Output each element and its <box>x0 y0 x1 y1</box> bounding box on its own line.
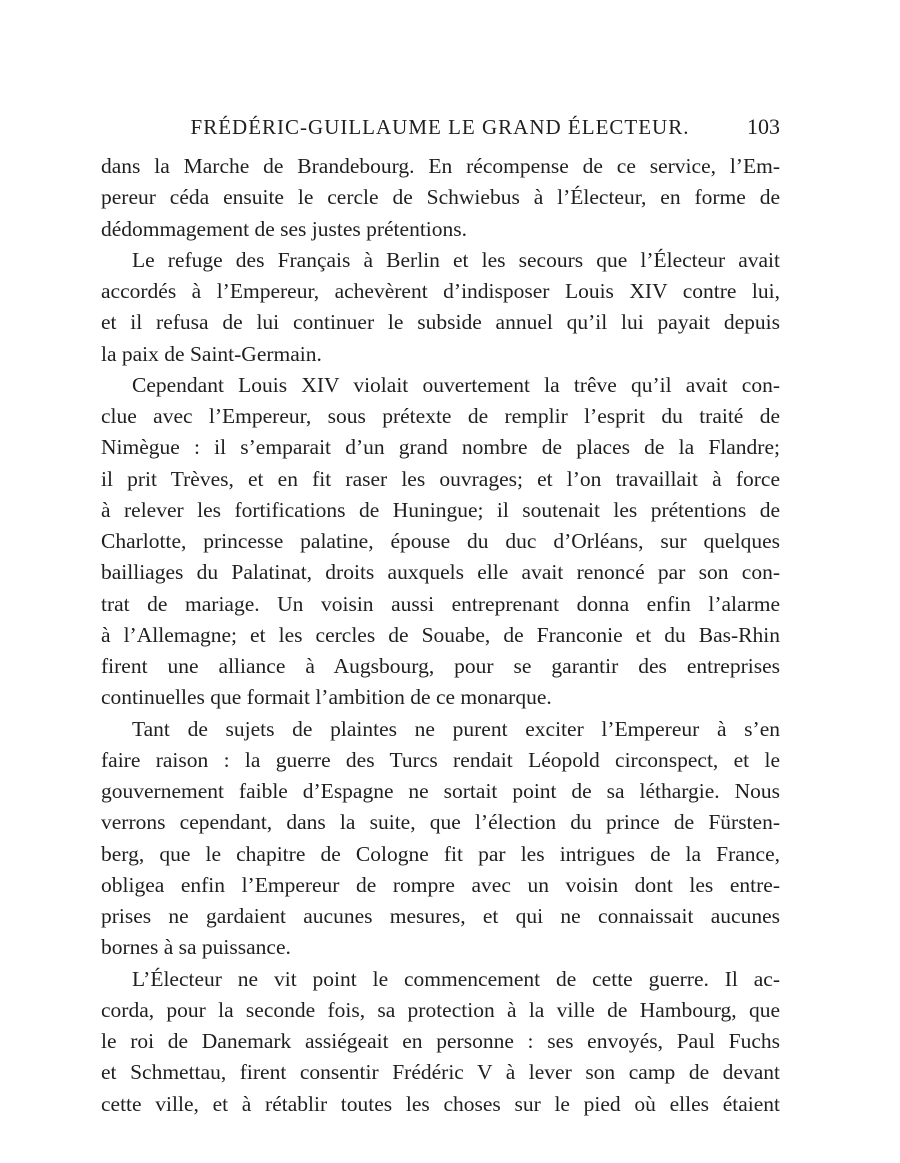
text-line: dans la Marche de Brandebourg. En récompense de ce service, l’Em- <box>101 154 780 178</box>
text-line: et il refusa de lui continuer le subside annuel qu’il lui payait depuis <box>101 310 780 335</box>
text-line: et Schmettau, firent consentir Frédéric V à lever son camp de devant <box>101 1060 780 1085</box>
text-line: pereur céda ensuite le cercle de Schwiebus à l’Électeur, en forme de <box>101 185 780 210</box>
text-line: verrons cependant, dans la suite, que l’élection du prince de Fürsten- <box>101 810 780 835</box>
body-text <box>101 151 780 1120</box>
text-line: trat de mariage. Un voisin aussi entreprenant donna enfin l’alarme <box>101 591 780 616</box>
text-line: accordés à l’Empereur, achevèrent d’indisposer Louis XIV contre lui, <box>101 279 780 303</box>
text-line: gouvernement faible d’Espagne ne sortait point de sa léthargie. Nous <box>101 779 780 803</box>
text-line: Le refuge des Français à Berlin et les secours que l’Électeur avait <box>132 247 780 272</box>
text-line: obligea enfin l’Empereur de rompre avec un voisin dont les entre- <box>101 872 780 897</box>
text-line: continuelles que formait l’ambition de ce monarque. <box>101 685 552 710</box>
text-line: firent une alliance à Augsbourg, pour se garantir des entreprises <box>101 654 780 678</box>
running-title: FRÉDÉRIC-GUILLAUME LE GRAND ÉLECTEUR. <box>190 115 690 139</box>
text-line: Cependant Louis XIV violait ouvertement la trêve qu’il avait con- <box>132 372 780 397</box>
text-line: dédommagement de ses justes prétentions. <box>101 216 468 241</box>
text-line: Tant de sujets de plaintes ne purent exciter l’Empereur à s’en <box>132 716 780 741</box>
text-line: cette ville, et à rétablir toutes les choses sur le pied où elles étaient <box>101 1091 780 1116</box>
text-line: Charlotte, princesse palatine, épouse du duc d’Orléans, sur quelques <box>101 529 780 553</box>
text-line: il prit Trèves, et en fit raser les ouvrages; et l’on travaillait à force <box>101 466 780 491</box>
text-line: clue avec l’Empereur, sous prétexte de remplir l’esprit du traité de <box>101 404 780 428</box>
text-line: L’Électeur ne vit point le commencement de cette guerre. Il ac- <box>132 966 780 991</box>
page-number: 103 <box>747 114 780 139</box>
text-line: à relever les fortifications de Huningue; il soutenait les prétentions de <box>101 497 780 522</box>
text-line: le roi de Danemark assiégeait en personne : ses envoyés, Paul Fuchs <box>101 1029 780 1053</box>
text-line: la paix de Saint-Germain. <box>101 341 322 366</box>
text-line: à l’Allemagne; et les cercles de Souabe, de Franconie et du Bas-Rhin <box>101 622 780 647</box>
text-line: corda, pour la seconde fois, sa protection à la ville de Hambourg, que <box>101 997 780 1022</box>
text-line: bailliages du Palatinat, droits auxquels elle avait renoncé par son con- <box>101 560 780 585</box>
text-line: bornes à sa puissance. <box>101 935 291 960</box>
text-line: berg, que le chapitre de Cologne fit par les intrigues de la France, <box>101 841 780 866</box>
text-line: faire raison : la guerre des Turcs rendait Léopold circonspect, et le <box>101 747 780 772</box>
text-line: prises ne gardaient aucunes mesures, et qui ne connaissait aucunes <box>101 904 780 928</box>
text-line: Nimègue : il s’emparait d’un grand nombre de places de la Flandre; <box>101 435 780 460</box>
page-header <box>100 112 780 142</box>
